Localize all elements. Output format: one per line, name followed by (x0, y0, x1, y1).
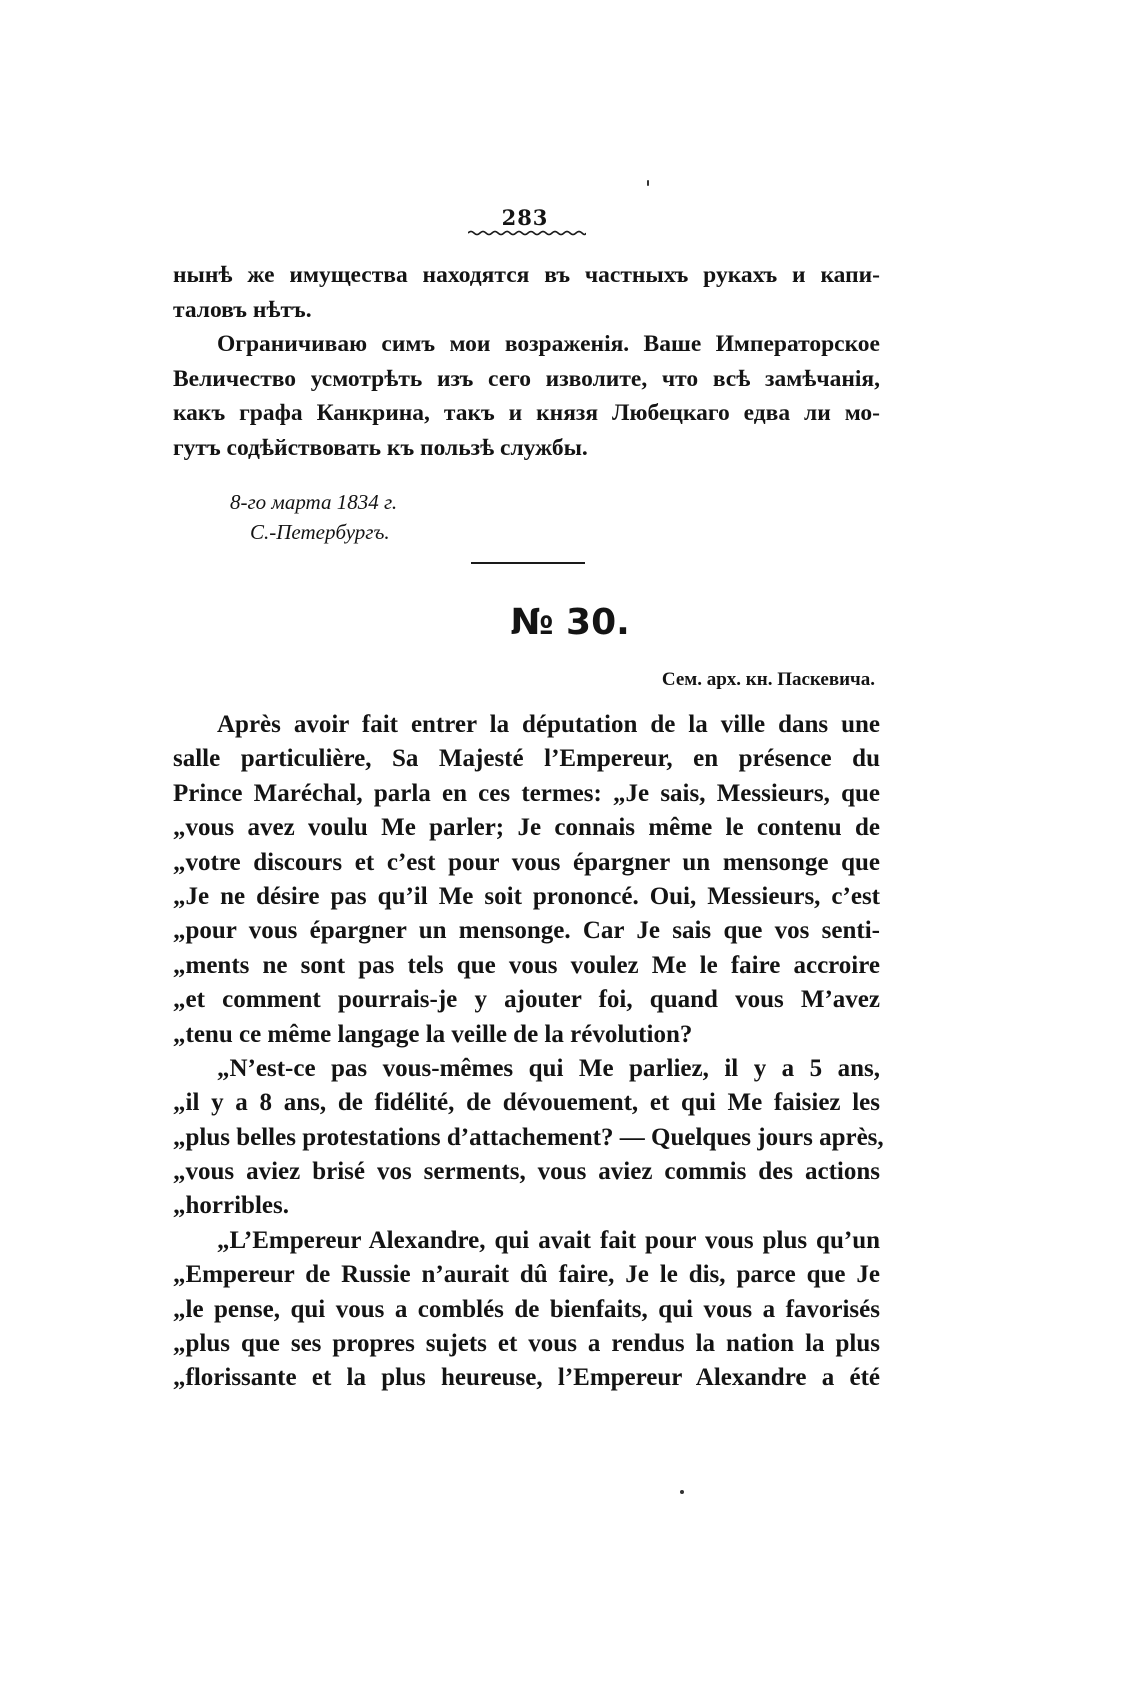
text-line: какъ графа Канкрина, такъ и князя Любецкаго едва ли мо- (173, 400, 880, 426)
text-line: „le pense, qui vous a comblés de bienfaits, qui vous a favorisés (173, 1295, 880, 1323)
text-line: „il y a 8 ans, de fidélité, de dévouement, et qui Me faisiez les (173, 1089, 880, 1117)
text-line: salle particulière, Sa Majesté l’Empereur, en présence du (173, 745, 880, 773)
text-line: таловъ нѣтъ. (173, 296, 312, 323)
scan-speck (680, 1490, 684, 1494)
russian-text-block (173, 258, 880, 465)
text-line: нынѣ же имущества находятся въ частныхъ рукахъ и капи- (173, 262, 880, 288)
text-line: „florissante et la plus heureuse, l’Empereur Alexandre a été (173, 1364, 880, 1392)
section-divider (471, 562, 585, 564)
signature-date: 8-го марта 1834 г. (230, 490, 398, 514)
archive-source-note: Сем. арх. кн. Паскевича. (661, 669, 875, 690)
text-line: „N’est-ce pas vous-mêmes qui Me parliez, il y a 5 ans, (217, 1054, 880, 1082)
text-line: „L’Empereur Alexandre, qui avait fait pour vous plus qu’un (217, 1226, 880, 1254)
page-number: 283 (501, 205, 549, 230)
french-text-block (173, 708, 884, 1396)
text-line: „Je ne désire pas qu’il Me soit prononcé. Oui, Messieurs, c’est (173, 882, 880, 910)
text-line: „Empereur de Russie n’aurait dû faire, Je le dis, parce que Je (173, 1261, 880, 1289)
text-line: гутъ содѣйствовать къ пользѣ службы. (173, 434, 588, 461)
text-line: „vous avez voulu Me parler; Je connais même le contenu de (173, 814, 880, 842)
text-line: Après avoir fait entrer la députation de la ville dans une (217, 711, 880, 738)
text-line: „vous aviez brisé vos serments, vous aviez commis des actions (173, 1158, 880, 1186)
text-line: „ments ne sont pas tels que vous voulez Me le faire accroire (173, 951, 880, 979)
text-line: „pour vous épargner un mensonge. Car Je sais que vos senti- (173, 917, 880, 945)
text-line: „plus que ses propres sujets et vous a rendus la nation la plus (173, 1330, 880, 1358)
text-line: „et comment pourrais-je y ajouter foi, quand vous M’avez (173, 986, 880, 1014)
text-line: Ограничиваю симъ мои возраженія. Ваше Императорское (217, 331, 880, 357)
decorative-wavy-rule (468, 229, 586, 237)
signature-place: С.-Петербургъ. (250, 520, 390, 544)
text-line: „tenu ce même langage la veille de la révolution? (173, 1020, 693, 1048)
text-line: „plus belles protestations d’attachement? — Quelques jours après, (173, 1123, 884, 1151)
date-place-signature (230, 487, 397, 547)
document-number-heading: № 30. (510, 602, 630, 643)
scan-speck (647, 180, 649, 186)
text-line: Prince Maréchal, parla en ces termes: „Je sais, Messieurs, que (173, 779, 880, 807)
text-line: „horribles. (173, 1192, 289, 1220)
text-line: Величество усмотрѣть изъ сего изволите, что всѣ замѣчанія, (173, 365, 880, 392)
text-line: „votre discours et c’est pour vous épargner un mensonge que (173, 848, 880, 876)
